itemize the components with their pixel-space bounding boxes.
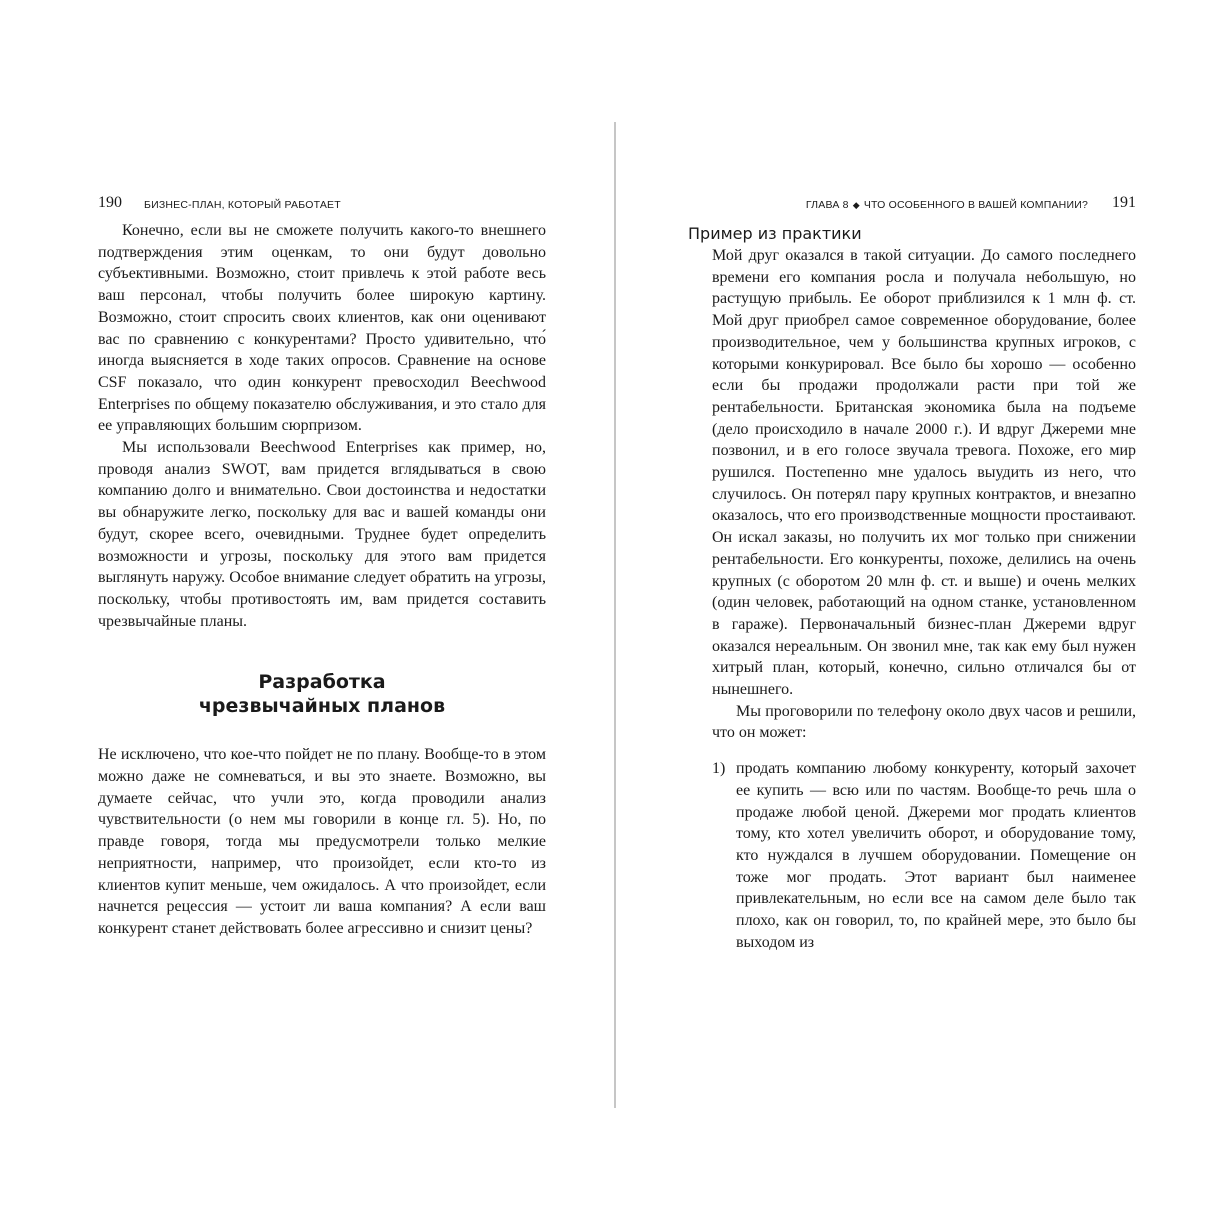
paragraph: Конечно, если вы не сможете получить какого-то внешнего подтверждения этим оценкам, то они будут довольно субъективными. Возможно, стоит привлечь к этой работе весь ваш персонал, чтобы получить более широкую картину. Возможно, стоит спросить своих клиентов, как они оценивают вас по сравнению с конкурентами? Просто удивительно, что́ иногда выясняется в ходе таких опросов. Сравнение на основе CSF показало, что один конкурент превосходил Beechwood Enterprises по общему показателю обслуживания, и это стало для ее управляющих большим сюрпризом.: [98, 222, 546, 435]
list-item-text: продать компанию любому конкуренту, который захочет ее купить — всю или по частям. Вообще-то речь шла о продаже любой ценой. Джереми мог продать клиентов тому, кто хотел увеличить оборот, и оборудование тому, кто нуждался в лучшем оборудовании. Помещение он тоже мог продать. Этот вариант был наименее привлекательным, но если все на самом деле было так плохо, как он говорил, то, по крайней мере, это было бы выходом из: [736, 760, 1136, 951]
case-study-heading: Пример из практики: [688, 224, 862, 243]
chapter-label: ГЛАВА 8: [805, 199, 849, 211]
section-heading: [98, 670, 546, 718]
section-heading-line: чрезвычайных планов: [198, 695, 446, 718]
paragraph: Мы использовали Beechwood Enterprises как пример, но, проводя анализ SWOT, вам придется вглядываться в свою компанию долго и внимательно. Свои достоинства и недостатки вы обнаружите легко, поскольку для вас и вашей команды они будут, скорее всего, очевидными. Труднее будет определить возможности и угрозы, поскольку для этого вам придется выглянуть наружу. Особое внимание следует обратить на угрозы, поскольку, чтобы противостоять им, вам придется составить чрезвычайные планы.: [98, 439, 546, 630]
paragraph: Мой друг оказался в такой ситуации. До самого последнего времени его компания росла и получала небольшую, но растущую прибыль. Ее оборот приблизился к 1 млн ф. ст. Мой друг приобрел самое современное оборудование, более производительное, чем у большинства крупных игроков, с которыми конкурировал. Все было бы хорошо — особенно если бы продажи продолжали расти при той же рентабельности. Британская экономика была на подъеме (дело происходило в начале 2000 г.). И вдруг Джереми мне позвонил, и в его голосе звучала тревога. Похоже, его мир рушился. Постепенно мне удалось выудить из него, что случилось. Он потерял пару крупных контрактов, и внезапно оказалось, что его производственные мощности простаивают. Он искал заказы, но получить их мог только при снижении рентабельности. Его конкуренты, похоже, делились на очень крупных (с оборотом 20 млн ф. ст. и выше) и очень мелких (один человек, работающий на одном станке, установленном в гараже). Первоначальный бизнес-план Джереми вдруг оказался нереальным. Он звонил мне, так как ему был нужен хитрый план, который, конечно, сильно отличался бы от нынешнего.: [712, 247, 1136, 699]
left-page: [98, 190, 546, 940]
book-title-header: БИЗНЕС-ПЛАН, КОТОРЫЙ РАБОТАЕТ: [144, 199, 341, 211]
book-spine-gutter: [614, 122, 616, 1108]
right-running-head: [688, 190, 1136, 220]
diamond-icon: ◆: [852, 200, 860, 210]
page-number: 191: [1112, 194, 1136, 211]
chapter-title: ЧТО ОСОБЕННОГО В ВАШЕЙ КОМПАНИИ?: [863, 199, 1088, 211]
right-page: [688, 190, 1136, 954]
page-number: 190: [98, 194, 122, 211]
case-study-block: [712, 245, 1136, 954]
paragraph: Не исключено, что кое-что пойдет не по плану. Вообще-то в этом можно даже не сомневаться, и вы это знаете. Возможно, вы думаете сейчас, что учли это, когда проводили анализ чувствительности (о нем мы говорили в конце гл. 5). Но, по правде говоря, тогда мы предусмотрели только мелкие неприятности, например, что произойдет, если кто-то из клиентов купит меньше, чем ожидалось. А что произойдет, если начнется рецессия — устоит ли ваша компания? А если ваш конкурент станет действовать более агрессивно и снизит цены?: [98, 746, 546, 937]
list-number: 1): [712, 760, 726, 778]
section-heading-line: Разработка: [258, 671, 386, 694]
paragraph: Мы проговорили по телефону около двух часов и решили, что он может:: [712, 702, 1136, 742]
list-item: [712, 758, 1136, 953]
left-running-head: [98, 190, 546, 220]
chapter-header: [806, 199, 1088, 211]
